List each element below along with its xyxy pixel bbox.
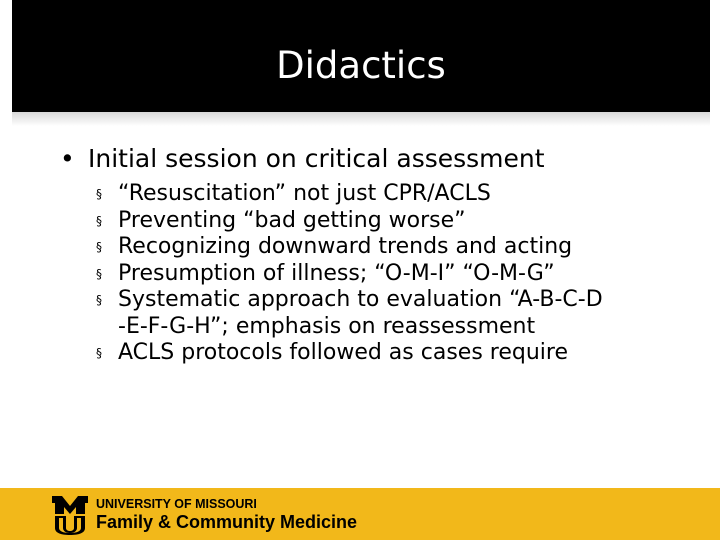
sub-bullet-item <box>92 181 712 208</box>
section-marker-icon: § <box>96 240 102 254</box>
section-marker-icon: § <box>96 293 102 307</box>
sub-bullet-text: “Resuscitation” not just CPR/ACLS <box>118 181 491 206</box>
department-name: Family & Community Medicine <box>96 512 358 532</box>
sub-bullet-item <box>92 261 712 288</box>
sub-bullet-item <box>92 208 712 235</box>
sub-bullet-item <box>92 340 712 367</box>
sub-bullet-text-continued: -E-F-G-H”; emphasis on reassessment <box>118 313 536 339</box>
bullet-dot-icon: • <box>60 144 75 173</box>
section-marker-icon: § <box>96 213 102 228</box>
sub-bullet-text: Recognizing downward trends and acting <box>118 234 573 259</box>
slide-title: Didactics <box>276 44 446 87</box>
sub-bullet-text: Presumption of illness; “O-M-I” “O-M-G” <box>118 260 555 286</box>
footer-bar <box>0 488 720 540</box>
title-bar-shadow <box>12 112 710 126</box>
mu-logo-icon <box>50 494 90 536</box>
sub-bullet-text: ACLS protocols followed as cases require <box>118 340 568 365</box>
sub-bullet-text: Preventing “bad getting worse” <box>118 207 466 233</box>
main-bullet-text: Initial session on critical assessment <box>88 144 545 173</box>
university-name: UNIVERSITY OF MISSOURI <box>96 497 257 511</box>
section-marker-icon: § <box>96 266 102 281</box>
sub-bullet-text: Systematic approach to evaluation “A-B-C-D <box>118 287 603 312</box>
title-bar <box>12 0 710 112</box>
sub-bullet-item <box>92 287 712 340</box>
section-marker-icon: § <box>96 187 102 201</box>
sub-bullet-list <box>92 181 712 367</box>
section-marker-icon: § <box>96 346 102 360</box>
sub-bullet-item <box>92 234 712 261</box>
